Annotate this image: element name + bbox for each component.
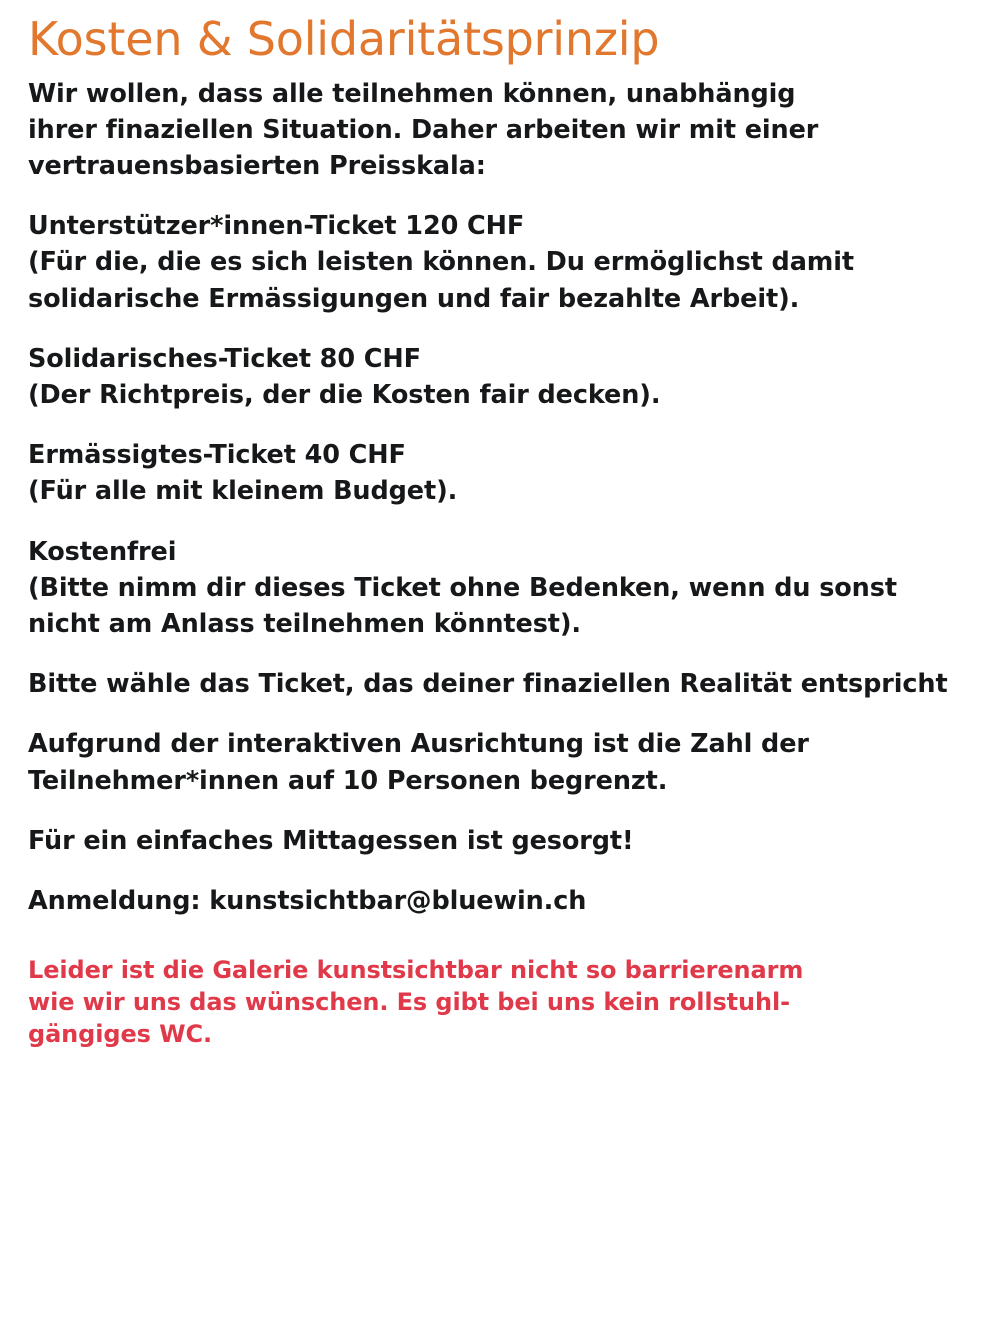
ticket-tier-supporter (28, 208, 954, 317)
intro-line-3: vertrauensbasierten Preisskala: (28, 150, 486, 181)
accessibility-line-3: gängiges WC. (28, 1019, 212, 1048)
choose-ticket-line: Bitte wähle das Ticket, das deiner finaziellen Realität entspricht (28, 669, 948, 700)
tier-name: Unterstützer*innen-Ticket 120 CHF (28, 211, 525, 242)
registration-block (28, 883, 954, 919)
accessibility-notice (28, 955, 954, 1051)
intro-paragraph (28, 76, 954, 185)
participant-limit-note (28, 726, 954, 798)
registration-line (28, 883, 954, 919)
tier-description-line-1: (Für alle mit kleinem Budget). (28, 476, 458, 507)
lunch-note (28, 823, 954, 859)
limit-line-1: Aufgrund der interaktiven Ausrichtung ist die Zahl der (28, 729, 809, 760)
tier-description-line-1: (Für die, die es sich leisten können. Du ermöglichst damit (28, 247, 855, 278)
intro-line-2: ihrer finaziellen Situation. Daher arbeiten wir mit einer (28, 114, 819, 145)
page-title: Kosten & Solidaritätsprinzip (28, 12, 660, 66)
tier-name: Solidarisches-Ticket 80 CHF (28, 343, 421, 374)
tier-description-line-2: nicht am Anlass teilnehmen könntest). (28, 608, 582, 639)
ticket-tier-solidarity (28, 341, 954, 413)
lunch-line: Für ein einfaches Mittagessen ist gesorgt! (28, 825, 634, 856)
choose-ticket-note (28, 666, 954, 702)
limit-line-2: Teilnehmer*innen auf 10 Personen begrenzt. (28, 765, 668, 796)
ticket-tier-reduced (28, 437, 954, 509)
tier-name: Ermässigtes-Ticket 40 CHF (28, 440, 406, 471)
tier-description-line-1: (Bitte nimm dir dieses Ticket ohne Bedenken, wenn du sonst (28, 572, 897, 603)
ticket-tier-free (28, 534, 954, 643)
tier-description-line-2: solidarische Ermässigungen und fair bezahlte Arbeit). (28, 283, 800, 314)
intro-line-1: Wir wollen, dass alle teilnehmen können, unabhängig (28, 78, 796, 109)
accessibility-line-1: Leider ist die Galerie kunstsichtbar nicht so barrierenarm (28, 956, 804, 985)
tier-name: Kostenfrei (28, 536, 177, 567)
accessibility-line-2: wie wir uns das wünschen. Es gibt bei uns kein rollstuhl- (28, 988, 790, 1017)
registration-label: Anmeldung: (28, 885, 201, 916)
tier-description-line-1: (Der Richtpreis, der die Kosten fair decken). (28, 379, 661, 410)
registration-email-link[interactable]: kunstsichtbar@bluewin.ch (209, 885, 587, 916)
